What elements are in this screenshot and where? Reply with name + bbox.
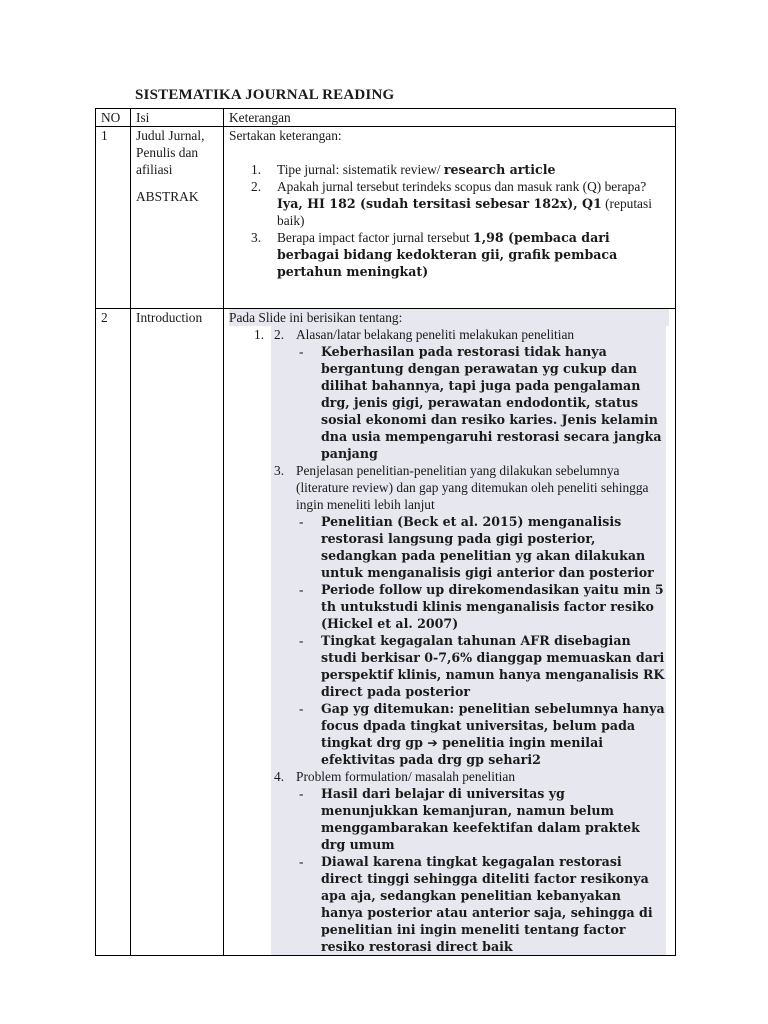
list-text: Penjelasan penelitian-penelitian yang dilakukan sebelumnya (literature review) dan gap yang ditemukan oleh peneliti sehingga ingin meneliti lebih lanjut [296,463,649,512]
isi-line: Judul Jurnal, [136,128,205,143]
list-text: Tipe jurnal: sistematik review/ [277,162,444,177]
isi-abstrak: ABSTRAK [136,189,199,204]
bullet-list [296,785,666,955]
introduction-list [254,326,666,955]
row-isi [131,127,224,309]
bullet-item [296,513,666,581]
bullet-item [296,581,666,632]
list-number: 1. [251,162,262,177]
bullet-item [296,632,666,700]
bullet-item [296,853,666,955]
list-bold: Iya, HI 182 (sudah tersitasi sebesar 182x), Q1 [277,196,602,211]
isi-line: afiliasi [136,162,173,177]
introduction-heading: Pada Slide ini berisikan tentang: [229,309,669,326]
bullet-text: Periode follow up direkomendasikan yaitu min 5 th untukstudi klinis menganalisis factor resiko (Hickel et al. 2007) [321,582,664,631]
bullet-text: Diawal karena tingkat kegagalan restorasi direct tinggi sehingga diteliti factor resikonya apa aja, sedangkan penelitian kebanyakan hanya posterior atau anterior saja, sehingga di penelitian ini ingin meneliti tentang factor resiko restorasi direct baik [321,854,653,954]
journal-reading-table [95,108,676,956]
list-number: 2. [251,179,262,194]
list-text: Alasan/latar belakang peneliti melakukan penelitian [296,327,575,342]
row-keterangan [224,127,676,309]
dash: - [299,582,304,597]
header-isi: Isi [131,109,224,127]
bullet-text: Tingkat kegagalan tahunan AFR disebagian studi berkisar 0-7,6% dianggap memuaskan dari perspektif klinis, namun hanya menganalisis RK direct pada posterior [321,633,665,699]
row-number: 1 [96,127,131,309]
bullet-text: Penelitian (Beck et al. 2015) menganalisis restorasi langsung pada gigi posterior, sedangkan pada penelitian yg akan dilakukan untuk menganalisis gigi anterior dan posterior [321,514,654,580]
list-number: 4. [274,769,285,784]
bullet-text: Gap yg ditemukan: penelitian sebelumnya hanya focus dpada tingkat universitas, belum pada tingkat drg gp [321,701,665,750]
dash: - [299,701,304,716]
isi-line: Penulis dan [136,145,199,160]
bullet-text: penelitia ingin menilai efektivitas pada drg gp sehari2 [321,735,604,767]
list-bold: research article [443,162,556,177]
list-item [229,229,671,280]
dash: - [299,854,304,869]
list-item [254,326,666,462]
dash: - [299,786,304,801]
arrow-right-icon: ➔ [427,735,438,750]
page-title: SISTEMATIKA JOURNAL READING [135,87,395,103]
bullet-item [296,785,666,853]
row-number: 2 [96,309,131,956]
bullet-item [296,700,666,768]
table-header-row [96,109,676,127]
list-text: Apakah jurnal tersebut terindeks scopus dan masuk rank (Q) berapa? [277,179,647,194]
table-row [96,127,676,309]
list-text: Berapa impact factor jurnal tersebut [277,230,473,245]
keterangan-intro: Sertakan keterangan: [229,128,342,143]
table-row [96,309,676,956]
list-text: Problem formulation/ masalah penelitian [296,769,516,784]
row-keterangan [224,309,676,956]
list-item [271,462,666,768]
list-item [229,178,671,229]
list-number: 2. [274,327,285,342]
bullet-text: Hasil dari belajar di universitas yg menunjukkan kemanjuran, namun belum menggambarakan keefektifan dalam praktek drg umum [321,786,640,852]
list-item [229,161,671,178]
dash: - [299,633,304,648]
header-keterangan: Keterangan [224,109,676,127]
bullet-list [296,513,666,768]
list-tail: (reputasi baik) [277,196,652,228]
list-item [271,768,666,955]
numbered-list [229,161,671,280]
header-no: NO [96,109,131,127]
bullet-item [296,343,666,462]
list-number: 3. [251,230,262,245]
list-bold: 1,98 (pembaca dari berbagai bidang kedokteran gii, grafik pembaca pertahun meningkat) [277,230,618,279]
row-isi: Introduction [131,309,224,956]
bullet-list [296,343,666,462]
dash: - [299,344,304,359]
bullet-text: Keberhasilan pada restorasi tidak hanya bergantung dengan perawatan yg cukup dan dilihat bahannya, tapi juga pada pengalaman drg, jenis gigi, perawatan endodontik, status sosial ekonomi dan resiko karies. Jenis kelamin dna usia mempengaruhi restorasi secara jangka panjang [321,344,662,461]
list-number: 1. [254,327,265,342]
list-number: 3. [274,463,285,478]
dash: - [299,514,304,529]
